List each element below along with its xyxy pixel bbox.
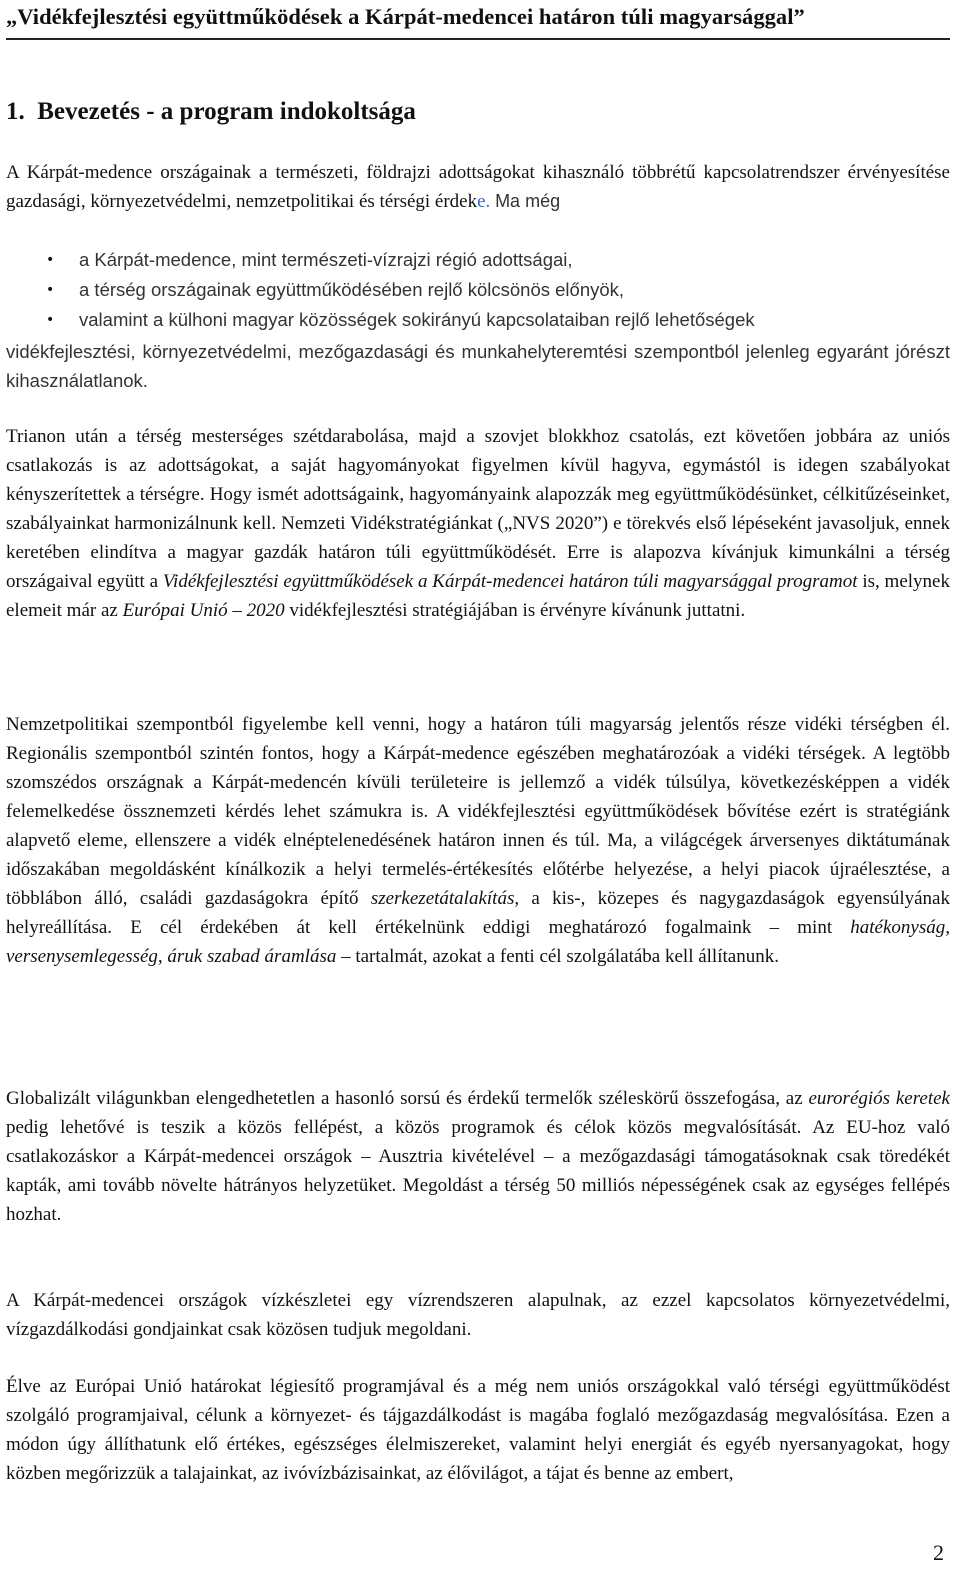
paragraph-globalizalt: Globalizált világunkban elengedhetetlen a hasonló sorsú és érdekű termelők széleskörű összefogása, az eurorégiós keretek pedig lehetővé is teszik a közös fellépést, a közös programok és célok közös megvalósítását. Az EU-hoz való csatlakozáskor a Kárpát-medencei országok – Ausztria kivételével – a mezőgazdasági támogatásoknak csak töredékét kapták, ami tovább növelte hátrányos helyzetüket. Megoldást a térség 50 milliós népességének csak az egységes fellépés hozhat. <box>6 1088 950 1225</box>
bullet-icon: • <box>46 312 55 328</box>
page-number: 2 <box>933 1540 944 1565</box>
list-item: • a térség országainak együttműködésében rejlő kölcsönös előnyök, <box>6 275 950 305</box>
bullet-list <box>6 245 950 335</box>
paragraph-vizkeszlet: A Kárpát-medencei országok vízkészletei egy vízrendszeren alapulnak, az ezzel kapcsolatos környezetvédelmi, vízgazdálkodási gondjainkat csak közösen tudjuk megoldani. <box>6 1290 950 1340</box>
running-header: „Vidékfejlesztési együttműködések a Kárpát-medencei határon túli magyarsággal” <box>6 4 805 29</box>
list-item: • a Kárpát-medence, mint természeti-vízrajzi régió adottságai, <box>6 245 950 275</box>
section-number: 1. <box>6 98 25 125</box>
paragraph-elve: Élve az Európai Unió határokat légiesítő programjával és a még nem uniós országokkal való térségi együttműködést szolgáló programjaival, célunk a környezet- és tájgazdálkodást is magába foglaló mezőgazdaság megvalósítása. Ezen a módon úgy állíthatunk elő értékes, egészséges élelmiszereket, valamint helyi energiát és egyéb nyersanyagokat, hogy közben megőrizzük a talajainkat, az ivóvízbázisainkat, az élővilágot, a tájat és benne az embert, <box>6 1376 950 1484</box>
section-heading <box>6 98 416 126</box>
intro-text-tail: e. <box>477 191 491 212</box>
bullet-icon: • <box>46 282 55 298</box>
paragraph-nemzetpolitikai: Nemzetpolitikai szempontból figyelembe kell venni, hogy a határon túli magyarság jelentős része vidéki térségben él. Regionális szempontból szintén fontos, hogy a Kárpát-medence egészében meghatározóak a vidéki térségek. A legtöbb szomszédos országnak a Kárpát-medencén kívüli területeire is jellemző a vidék túlsúlya, következésképpen a vidék felemelkedése össznemzeti kérdés lehet számukra is. A vidékfejlesztési együttműködések bővítése ezért is stratégiánk alapvető eleme, ellenszere a vidék elnéptelenedésének határon innen és túl. Ma, a világcégek árversenyes diktátumának időszakában megoldásként kínálkozik a helyi termelés-értékesítés előtérbe helyezése, a helyi piacok újraélesztése, a többlábon álló, családi gazdaságokra építő szerkezetátalakítás, a kis-, közepes és nagygazdaságok egyensúlyának helyreállítása. E cél érdekében át kell értékelnünk eddigi meghatározó fogalmaink – mint hatékonyság, versenysemlegesség, áruk szabad áramlása – tartalmát, azokat a fenti cél szolgálatába kell állítanunk. <box>6 714 950 967</box>
program-title: Vidékfejlesztési együttműködések a Kárpát-medencei határon túli magyarsággal programot <box>162 571 858 592</box>
intro-text: A Kárpát-medence országainak a természeti, földrajzi adottságokat kihasználó többrétű kapcsolatrendszer érvényesítése gazdasági, környezetvédelmi, nemzetpolitikai és térségi érdek <box>6 162 950 212</box>
after-bullets-paragraph: vidékfejlesztési, környezetvédelmi, mezőgazdasági és munkahelyteremtési szempontból jelenleg egyaránt jórészt kihasználatlanok. <box>6 341 950 391</box>
intro-paragraph <box>6 158 950 216</box>
list-item: • valamint a külhoni magyar közösségek sokirányú kapcsolataiban rejlő lehetőségek <box>6 305 950 335</box>
document-page <box>6 0 950 1580</box>
header-rule <box>6 38 950 40</box>
paragraph-trianon: Trianon után a térség mesterséges szétdarabolása, majd a szovjet blokkhoz csatolás, ezt követően jobbára az uniós csatlakozás is az adottságokat, a saját hagyományokat figyelmen kívül hagyva, egymástól is idegen szabályokat kényszerítettek a térségre. Hogy ismét adottságaink, hagyományaink alapozzák meg együttműködésünket, célkitűzéseinket, szabályainkat harmonizálnunk kell. Nemzeti Vidékstratégiánkat („NVS 2020”) e törekvés első lépéseként javasoljuk, ennek keretében elindítva a magyar gazdák határon túli együttműködését. Erre is alapozva kívánjuk kimunkálni a térség országaival együtt a Vidékfejlesztési együttműködések a Kárpát-medencei határon túli magyarsággal programot is, melynek elemeit már az Európai Unió – 2020 vidékfejlesztési stratégiájában is érvényre kívánunk juttatni. <box>6 426 950 621</box>
section-title: Bevezetés - a program indokoltsága <box>37 98 416 125</box>
bullet-icon: • <box>46 252 55 268</box>
intro-lead: Ma még <box>495 191 561 211</box>
eu-2020: Európai Unió – 2020 <box>122 600 285 621</box>
